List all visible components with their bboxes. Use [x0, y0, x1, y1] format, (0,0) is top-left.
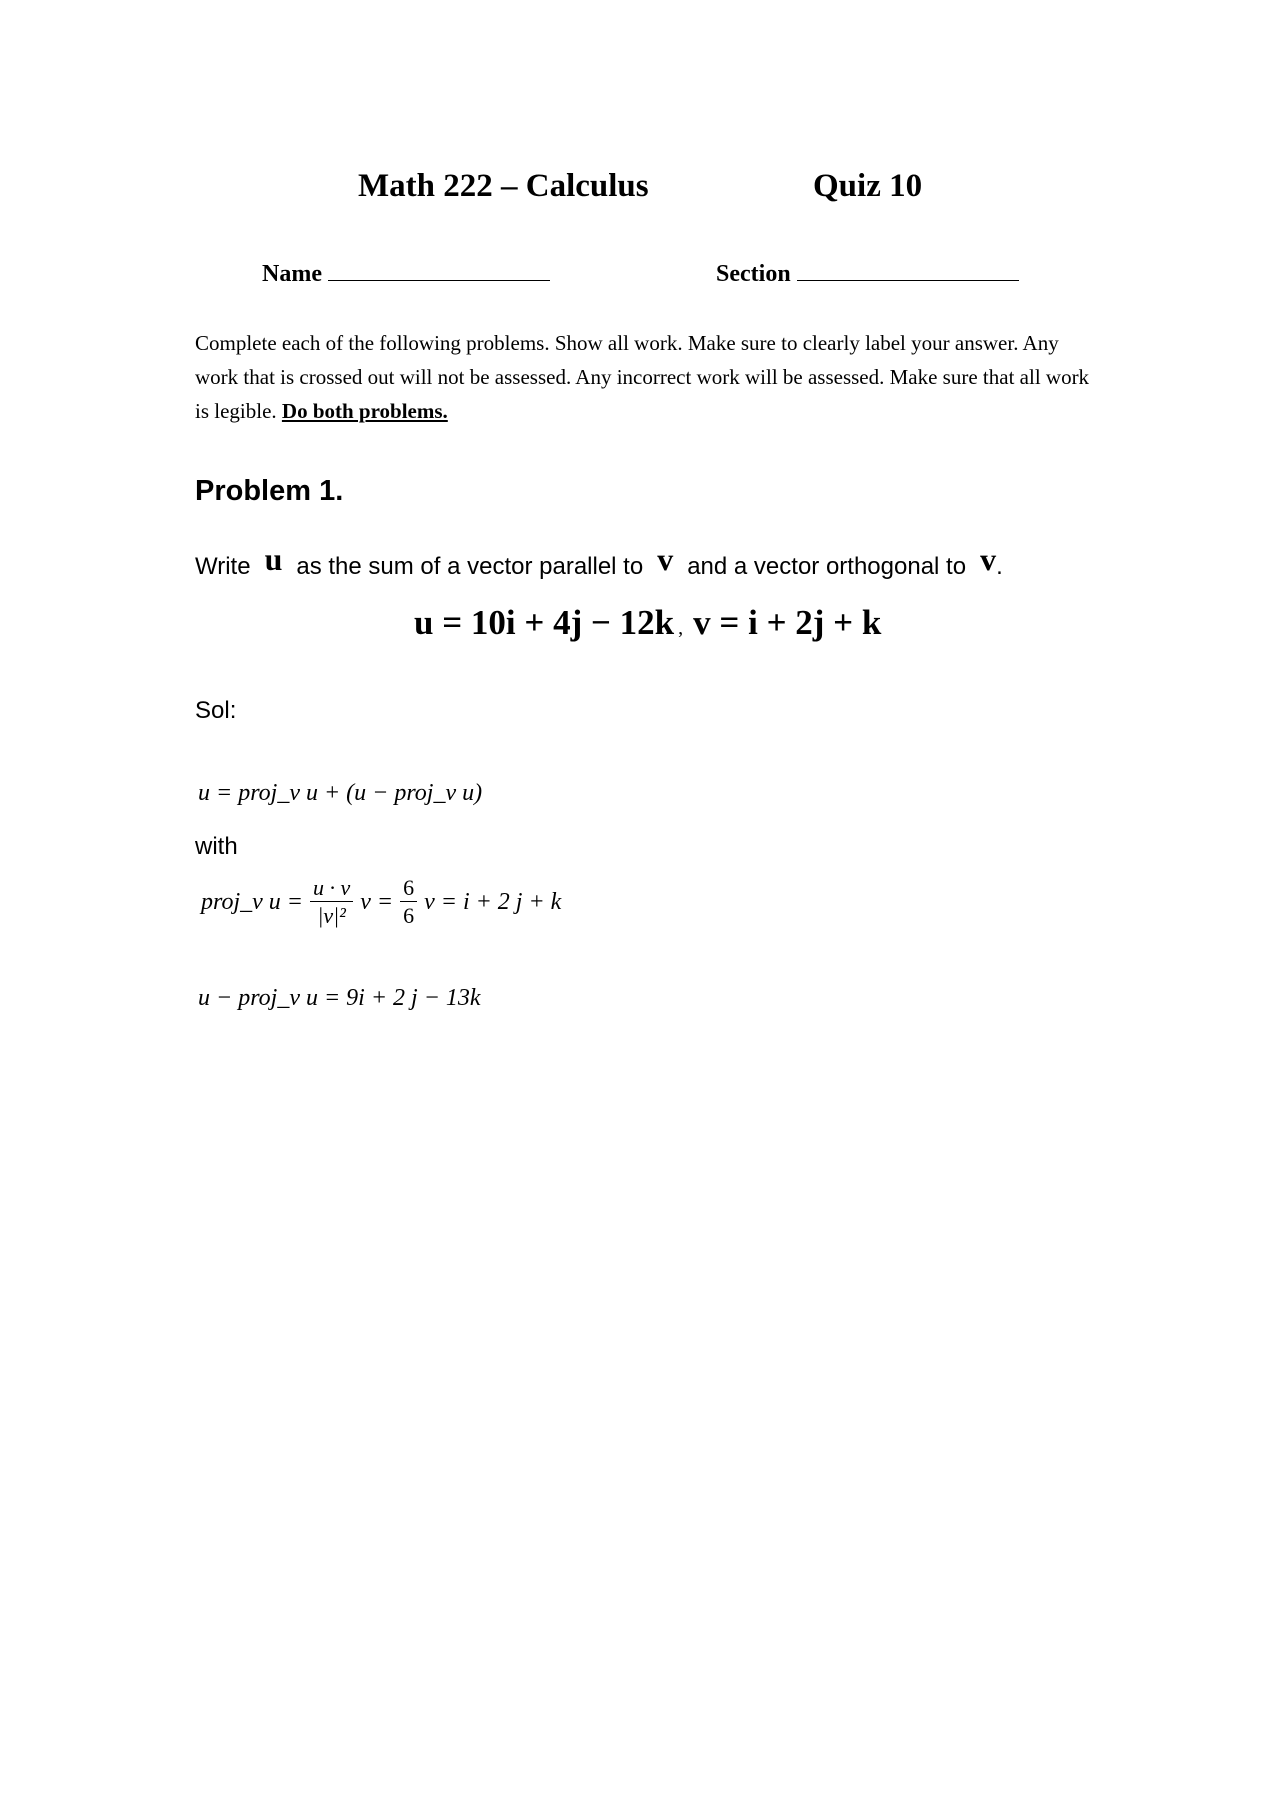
problem-1-heading: Problem 1.: [195, 475, 344, 507]
eq2-middle: v =: [360, 889, 394, 916]
section-field: [716, 258, 1019, 288]
given-separator: ,: [678, 617, 684, 639]
section-label: Section: [716, 261, 791, 287]
statement-part-2: as the sum of a vector parallel to: [296, 553, 644, 580]
given-v-equation: v = i + 2j + k: [693, 603, 882, 642]
eq2-fraction-1: [310, 875, 353, 930]
solution-equation-3: u − proj_v u = 9i + 2 j − 13k: [198, 985, 481, 1011]
solution-equation-2: [198, 875, 564, 930]
statement-part-3: and a vector orthogonal to: [687, 553, 967, 580]
eq2-fraction-1-denominator: |v|²: [317, 903, 346, 929]
course-title: Math 222 – Calculus: [358, 168, 649, 204]
instructions: [195, 326, 1095, 428]
eq2-fraction-2-numerator: 6: [403, 875, 415, 900]
section-blank-line[interactable]: [797, 258, 1019, 281]
vector-v-symbol: v: [657, 541, 674, 577]
statement-end: .: [996, 553, 1003, 580]
eq2-rhs: v = i + 2 j + k: [424, 889, 562, 916]
given-u-equation: u = 10i + 4j − 12k: [414, 603, 675, 642]
solution-equation-1: u = proj_v u + (u − proj_v u): [198, 780, 483, 806]
name-blank-line[interactable]: [328, 258, 550, 281]
instructions-emphasis: Do both problems.: [281, 399, 448, 423]
name-label: Name: [262, 261, 322, 287]
with-label: with: [195, 833, 238, 860]
eq2-fraction-1-numerator: u · v: [312, 875, 351, 900]
instructions-text: Complete each of the following problems. Show all work. Make sure to clearly label your answer. Any work that is crossed out will not be assessed. Any incorrect work will be assessed. Make sure that all work is legible.: [195, 331, 1090, 423]
eq2-fraction-2-denominator: 6: [403, 903, 415, 929]
eq2-fraction-2: [400, 875, 417, 930]
solution-label: Sol:: [195, 697, 237, 724]
quiz-title: Quiz 10: [813, 168, 923, 204]
name-field: [262, 258, 550, 288]
vector-u-symbol: u: [264, 541, 283, 577]
eq2-lhs: proj_v u =: [201, 889, 303, 916]
problem-1-statement: [195, 541, 1003, 582]
given-vectors: [414, 603, 881, 643]
vector-v-symbol-2: v: [980, 541, 997, 577]
statement-part-1: Write: [195, 553, 251, 580]
